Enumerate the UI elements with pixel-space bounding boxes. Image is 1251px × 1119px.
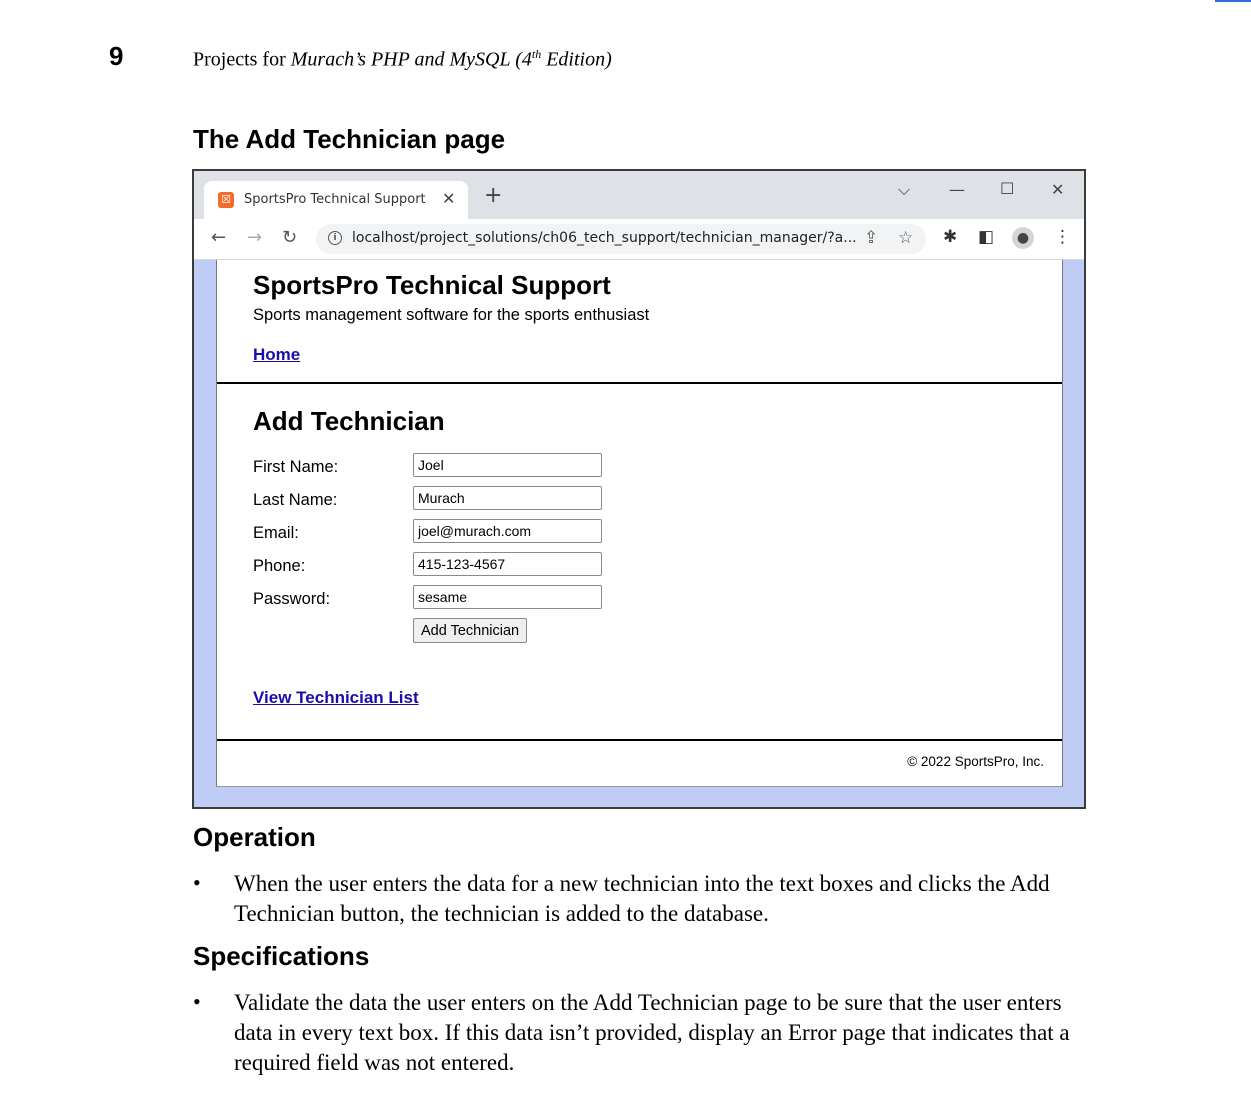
maximize-icon[interactable]: ☐ — [1000, 179, 1015, 198]
first-name-label: First Name: — [253, 458, 339, 476]
specifications-bullet-text: Validate the data the user enters on the Add Technician page to be sure that the user enters data in every text box. If this data isn’t provided, display an Error page that indicates that a required field was not entered. — [234, 990, 1070, 1075]
info-icon[interactable]: i — [328, 231, 342, 245]
operation-bullet-text: When the user enters the data for a new technician into the text boxes and clicks the Add Technician button, the technician is added to the database. — [234, 871, 1050, 926]
side-panel-icon[interactable]: ◧ — [978, 227, 995, 247]
footer-divider — [217, 739, 1062, 741]
web-page — [216, 260, 1063, 787]
running-head-book: Murach’s PHP and MySQL (4 — [290, 48, 532, 71]
phone-label: Phone: — [253, 557, 306, 575]
reload-icon[interactable]: ↻ — [282, 227, 298, 248]
bullet-marker: • — [193, 989, 201, 1014]
star-icon[interactable]: ☆ — [898, 228, 914, 248]
site-title: SportsPro Technical Support — [253, 270, 611, 300]
phone-input[interactable] — [413, 552, 602, 576]
address-bar[interactable] — [316, 224, 926, 254]
email-label: Email: — [253, 524, 299, 542]
section-heading-operation: Operation — [193, 822, 316, 852]
browser-tab[interactable] — [204, 181, 468, 219]
first-name-input[interactable] — [413, 453, 602, 477]
password-input[interactable] — [413, 585, 602, 609]
kebab-menu-icon[interactable]: ⋮ — [1054, 227, 1071, 247]
form-title: Add Technician — [253, 406, 445, 436]
footer-copyright: © 2022 SportsPro, Inc. — [907, 754, 1044, 769]
tab-strip — [194, 171, 1084, 219]
running-head-suffix: Edition) — [541, 48, 612, 71]
header-divider — [217, 382, 1062, 384]
url-text[interactable]: localhost/project_solutions/ch06_tech_support/technician_manager/?a... — [352, 230, 857, 246]
back-arrow-icon[interactable]: ← — [211, 227, 227, 248]
home-link[interactable]: Home — [253, 345, 301, 364]
tab-title: SportsPro Technical Support — [244, 192, 426, 207]
last-name-label: Last Name: — [253, 491, 338, 509]
last-name-input[interactable] — [413, 486, 602, 510]
add-technician-button[interactable]: Add Technician — [413, 618, 527, 643]
running-head-sup: th — [531, 47, 542, 61]
forward-arrow-icon[interactable]: → — [247, 227, 263, 248]
bullet-marker: • — [193, 870, 201, 895]
site-tagline: Sports management software for the sports enthusiast — [253, 306, 650, 324]
plus-icon[interactable]: + — [484, 183, 503, 208]
close-icon[interactable]: ✕ — [442, 189, 456, 208]
browser-toolbar — [194, 219, 1084, 260]
view-technician-list-link[interactable]: View Technician List — [253, 688, 419, 707]
browser-window — [192, 169, 1086, 809]
page-number: 9 — [109, 41, 124, 71]
running-head — [193, 47, 612, 72]
chevron-down-icon[interactable]: ⌵ — [898, 180, 911, 199]
email-input[interactable] — [413, 519, 602, 543]
running-head-prefix: Projects for — [193, 48, 291, 71]
minimize-icon[interactable]: — — [949, 180, 965, 199]
section-heading-add-technician: The Add Technician page — [193, 124, 506, 154]
section-heading-specifications: Specifications — [193, 941, 370, 971]
corner-mark — [1215, 0, 1251, 2]
profile-icon[interactable]: ● — [1012, 227, 1034, 249]
xampp-icon: ☒ — [218, 192, 234, 208]
share-icon[interactable]: ⇪ — [864, 228, 879, 248]
close-window-icon[interactable]: ✕ — [1051, 180, 1065, 199]
puzzle-icon[interactable]: ✱ — [943, 227, 958, 247]
password-label: Password: — [253, 590, 331, 608]
